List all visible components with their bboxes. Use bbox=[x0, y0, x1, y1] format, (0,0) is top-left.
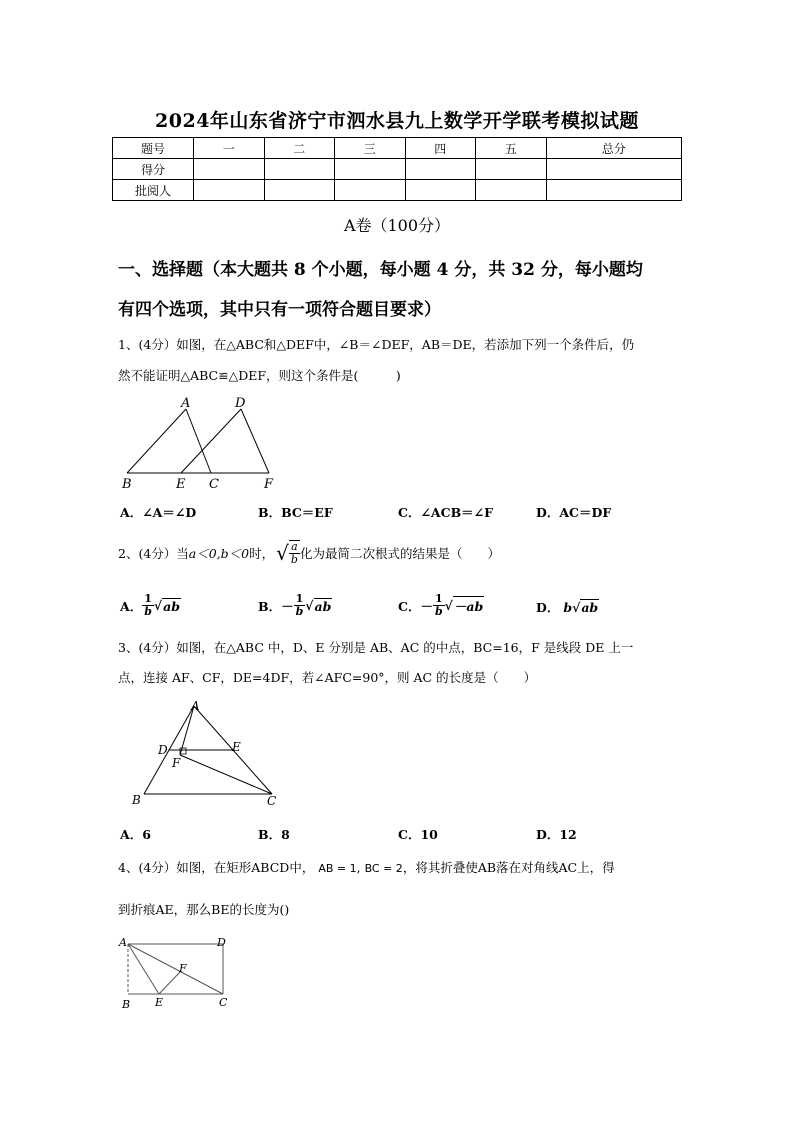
frac-den: b bbox=[295, 605, 304, 618]
label-F: F bbox=[264, 477, 274, 490]
option-fraction bbox=[142, 593, 154, 618]
score-input-cell[interactable] bbox=[476, 159, 547, 180]
q2-expr-den: b bbox=[290, 553, 298, 566]
q3-option-d[interactable]: D．12 bbox=[536, 827, 577, 842]
q2-line bbox=[118, 540, 500, 566]
frac-num: 1 bbox=[433, 593, 445, 606]
table-cell: 五 bbox=[476, 138, 547, 159]
radicand: ab bbox=[581, 600, 599, 615]
label-D: D bbox=[217, 936, 226, 949]
table-cell: 三 bbox=[335, 138, 406, 159]
reviewer-input-cell[interactable] bbox=[264, 180, 335, 201]
q3-line1: 3、(4分）如图，在△ABC 中，D、E 分别是 AB、AC 的中点，BC=16，F 是线段 DE 上一 bbox=[118, 640, 634, 655]
q2-mid: 时， bbox=[249, 546, 275, 561]
option-fraction bbox=[433, 593, 445, 618]
frac-num: 1 bbox=[142, 593, 154, 606]
label-D: D bbox=[235, 396, 246, 411]
label-A: A bbox=[119, 936, 127, 949]
sqrt-icon: √ bbox=[572, 599, 581, 615]
q2-option-d[interactable] bbox=[536, 598, 599, 616]
label-C: C bbox=[209, 477, 219, 490]
score-input-cell[interactable] bbox=[546, 159, 682, 180]
reviewer-input-cell[interactable] bbox=[476, 180, 547, 201]
sqrt-icon: √ bbox=[276, 541, 289, 565]
q3-option-b[interactable]: B．8 bbox=[258, 827, 290, 842]
radicand: ab bbox=[163, 598, 180, 614]
label-B: B bbox=[122, 477, 132, 490]
label-A: A bbox=[181, 396, 191, 411]
q2-condition: a＜0,b＜0 bbox=[188, 546, 250, 561]
radicand: ab bbox=[314, 598, 332, 614]
q1-option-c[interactable]: C．∠ACB＝∠F bbox=[398, 505, 493, 520]
option-letter: D． bbox=[536, 600, 560, 615]
score-input-cell[interactable] bbox=[335, 159, 406, 180]
page-title: 2024年山东省济宁市泗水县九上数学开学联考模拟试题 bbox=[155, 110, 639, 132]
table-cell: 一 bbox=[194, 138, 265, 159]
option-fraction bbox=[294, 593, 306, 618]
option-coefficient: b bbox=[563, 599, 573, 615]
label-C: C bbox=[267, 794, 277, 808]
sqrt-icon: √ bbox=[305, 598, 314, 613]
q2-expr-num: a bbox=[289, 541, 300, 554]
q2-prefix: 2、(4分）当 bbox=[118, 546, 189, 561]
table-cell: 批阅人 bbox=[113, 180, 194, 201]
q4-eq-ab: AB = 1 bbox=[318, 862, 357, 875]
reviewer-input-cell[interactable] bbox=[405, 180, 476, 201]
label-E: E bbox=[232, 740, 241, 754]
label-B: B bbox=[132, 793, 141, 807]
table-row bbox=[113, 159, 682, 180]
table-cell: 总分 bbox=[546, 138, 682, 159]
q3-option-c[interactable]: C．10 bbox=[398, 827, 438, 842]
q1-option-b[interactable]: B．BC＝EF bbox=[258, 505, 333, 520]
label-E: E bbox=[176, 477, 186, 490]
q1-option-d[interactable]: D．AC＝DF bbox=[536, 505, 612, 520]
q4-text-b: ，将其折叠使AB落在对角线AC上，得 bbox=[402, 860, 615, 875]
q4-figure bbox=[116, 932, 236, 1012]
sqrt-icon: √ bbox=[153, 598, 163, 613]
q1-option-a[interactable]: A．∠A＝∠D bbox=[120, 505, 197, 520]
q2-suffix: 化为最简二次根式的结果是（ ） bbox=[299, 546, 500, 561]
table-cell: 题号 bbox=[113, 138, 194, 159]
table-row bbox=[113, 138, 682, 159]
section-heading-line1: 一、选择题（本大题共 8 个小题，每小题 4 分，共 32 分，每小题均 bbox=[118, 260, 643, 280]
label-F: F bbox=[179, 962, 187, 975]
q4-line1: 4、(4分）如图，在矩形ABCD中， AB = 1, BC = 2，将其折叠使AB落在对角线AC上，得 bbox=[118, 860, 615, 875]
q4-text-a: 4、(4分）如图，在矩形ABCD中， bbox=[118, 860, 315, 875]
option-sign: － bbox=[420, 598, 433, 614]
score-table bbox=[112, 137, 682, 201]
score-input-cell[interactable] bbox=[194, 159, 265, 180]
section-heading-line2: 有四个选项，其中只有一项符合题目要求） bbox=[118, 300, 441, 320]
table-cell: 四 bbox=[405, 138, 476, 159]
label-C: C bbox=[219, 996, 228, 1009]
q4-eq-bc: BC = 2 bbox=[364, 862, 403, 875]
q2-option-a[interactable] bbox=[120, 593, 181, 618]
label-E: E bbox=[155, 996, 164, 1009]
score-input-cell[interactable] bbox=[264, 159, 335, 180]
q4-line2: 到折痕AE，那么BE的长度为() bbox=[118, 902, 290, 917]
q1-line2: 然不能证明△ABC≌△DEF，则这个条件是( ) bbox=[118, 368, 401, 383]
option-letter: C． bbox=[398, 598, 421, 614]
label-D: D bbox=[158, 743, 168, 757]
label-A: A bbox=[191, 699, 200, 713]
frac-den: b bbox=[144, 605, 152, 618]
sqrt-icon: √ bbox=[444, 598, 453, 613]
volume-label: A卷（100分） bbox=[343, 216, 451, 235]
q2-option-b[interactable] bbox=[258, 593, 332, 618]
table-cell: 二 bbox=[264, 138, 335, 159]
q1-line1: 1、(4分）如图，在△ABC和△DEF中，∠B＝∠DEF，AB＝DE，若添加下列一个条件后，仍 bbox=[118, 337, 635, 352]
q1-figure bbox=[118, 390, 283, 490]
option-letter: B． bbox=[258, 598, 282, 614]
q3-option-a[interactable]: A．6 bbox=[120, 827, 151, 842]
frac-den: b bbox=[434, 605, 443, 618]
frac-num: 1 bbox=[294, 593, 306, 606]
q2-expression bbox=[289, 540, 300, 566]
q3-figure bbox=[128, 698, 288, 810]
table-cell: 得分 bbox=[113, 159, 194, 180]
radicand: －ab bbox=[453, 596, 484, 615]
label-B: B bbox=[122, 998, 131, 1011]
q3-line2: 点，连接 AF、CF，DE=4DF，若∠AFC=90°，则 AC 的长度是（ ） bbox=[118, 670, 537, 685]
option-letter: A． bbox=[120, 598, 143, 614]
table-row bbox=[113, 180, 682, 201]
q2-option-c[interactable] bbox=[398, 593, 484, 618]
option-sign: － bbox=[281, 598, 294, 614]
reviewer-input-cell[interactable] bbox=[546, 180, 682, 201]
reviewer-input-cell[interactable] bbox=[335, 180, 406, 201]
label-F: F bbox=[172, 756, 181, 770]
score-input-cell[interactable] bbox=[405, 159, 476, 180]
reviewer-input-cell[interactable] bbox=[194, 180, 265, 201]
